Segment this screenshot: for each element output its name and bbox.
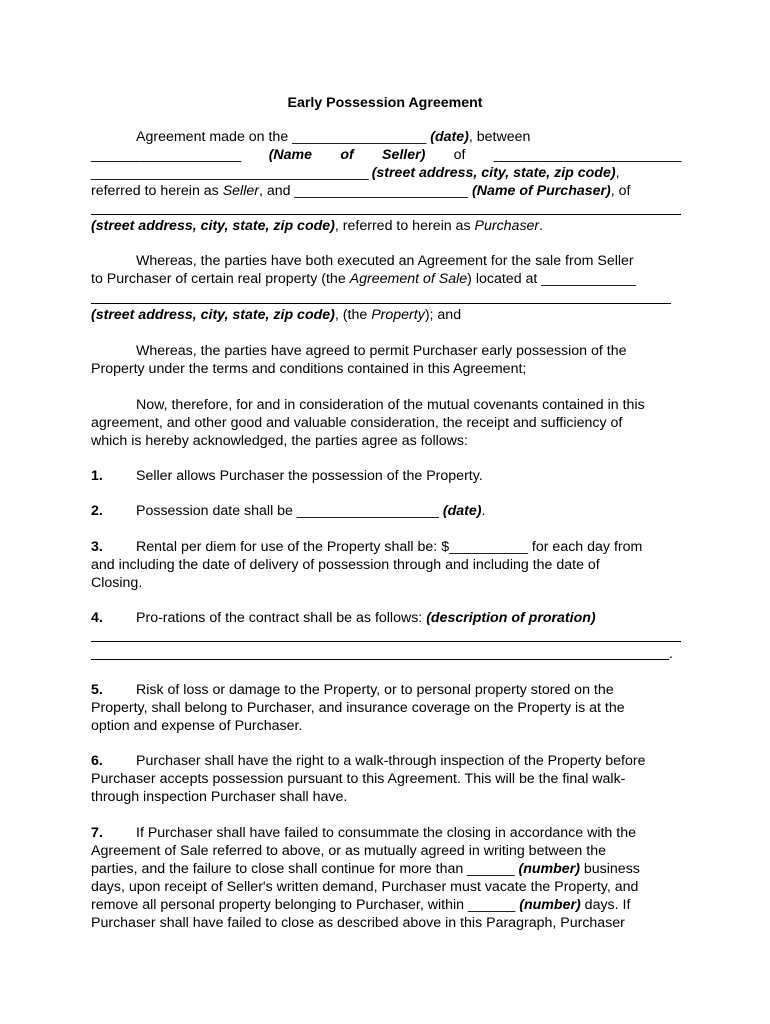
- item-7-line-3: [91, 860, 681, 878]
- item-2-text: [136, 502, 681, 520]
- therefore-line-3: which is hereby acknowledged, the parties agree as follows:: [91, 433, 468, 449]
- item-4-line-1: [136, 609, 681, 627]
- item-3-line-1: Rental per diem for use of the Property shall be: $__________ for each day from: [136, 539, 643, 555]
- address-placeholder: (street address, city, state, zip code): [91, 307, 335, 323]
- text: remove all personal property belonging to Purchaser, within ______: [91, 897, 520, 913]
- item-number: 4.: [91, 610, 103, 626]
- text: .: [481, 503, 486, 519]
- text: , of: [610, 183, 631, 199]
- text: ); and: [424, 307, 462, 323]
- item-7-line-6: Purchaser shall have failed to close as described above in this Paragraph, Purchaser: [91, 915, 625, 931]
- blank: _________________________: [493, 147, 681, 163]
- item-1-text: Seller allows Purchaser the possession of the Property.: [136, 468, 483, 484]
- item-3-line-2: and including the date of delivery of possession through and including the date of: [91, 557, 600, 573]
- blank-rule: [91, 303, 671, 304]
- seller-name-placeholder: (Name of Seller): [268, 147, 426, 163]
- agreement-date-line: [136, 128, 681, 146]
- text: .: [539, 218, 544, 234]
- seller-name-line: [91, 146, 681, 164]
- seller-term: Seller: [222, 183, 259, 199]
- text: referred to herein as: [91, 183, 223, 199]
- date-placeholder: (date): [442, 503, 482, 519]
- text: to Purchaser of certain real property (the: [91, 271, 350, 287]
- blank: _____________________________________: [91, 165, 372, 181]
- number-placeholder: (number): [519, 897, 581, 913]
- text: ) located at ____________: [467, 271, 636, 287]
- agreement-of-sale-term: Agreement of Sale: [349, 271, 468, 287]
- seller-address-line: [91, 164, 681, 182]
- text: Possession date shall be __________________: [136, 503, 443, 519]
- blank: ____________________: [91, 147, 269, 163]
- item-number: 2.: [91, 503, 103, 519]
- item-6-line-1: Purchaser shall have the right to a walk-through inspection of the Property before: [136, 753, 646, 769]
- item-3-line-3: Closing.: [91, 575, 143, 591]
- property-term: Property: [371, 307, 425, 323]
- document-title: Early Possession Agreement: [287, 95, 483, 111]
- blank-rule: [91, 659, 669, 660]
- therefore-line-2: agreement, and other good and valuable consideration, the receipt and sufficiency of: [91, 415, 623, 431]
- item-number: 7.: [91, 825, 103, 841]
- proration-placeholder: (description of proration): [426, 610, 596, 626]
- purchaser-term: Purchaser: [474, 218, 540, 234]
- blank-rule: [91, 214, 681, 215]
- address-placeholder: (street address, city, state, zip code): [91, 218, 335, 234]
- item-number: 5.: [91, 682, 103, 698]
- text: , (the: [334, 307, 372, 323]
- text: , between: [468, 129, 531, 145]
- item-5-line-1: Risk of loss or damage to the Property, or to personal property stored on the: [136, 682, 614, 698]
- item-number: 6.: [91, 753, 103, 769]
- text: , referred to herein as: [334, 218, 475, 234]
- item-7-line-2: Agreement of Sale referred to above, or as mutually agreed in writing between the: [91, 843, 606, 859]
- item-number: 1.: [91, 468, 103, 484]
- purchaser-name-placeholder: (Name of Purchaser): [472, 183, 611, 199]
- line-end-period: .: [669, 646, 673, 662]
- address-placeholder: (street address, city, state, zip code): [371, 165, 616, 181]
- text: days. If: [580, 897, 631, 913]
- date-placeholder: (date): [430, 129, 469, 145]
- text: ,: [615, 165, 620, 181]
- item-7-line-4: days, upon receipt of Seller's written demand, Purchaser must vacate the Property, and: [91, 879, 639, 895]
- item-7-line-1: If Purchaser shall have failed to consummate the closing in accordance with the: [136, 825, 636, 841]
- number-placeholder: (number): [518, 861, 580, 877]
- purchaser-name-line: [91, 182, 681, 200]
- item-number: 3.: [91, 539, 103, 555]
- blank-rule: [91, 641, 681, 642]
- text: Pro-rations of the contract shall be as follows:: [136, 610, 427, 626]
- whereas-1-line-1: Whereas, the parties have both executed an Agreement for the sale from Seller: [136, 253, 634, 269]
- property-address-line: [91, 306, 681, 324]
- whereas-2-line-2: Property under the terms and conditions contained in this Agreement;: [91, 361, 527, 377]
- item-6-line-2: Purchaser accepts possession pursuant to this Agreement. This will be the final walk-: [91, 771, 626, 787]
- therefore-line-1: Now, therefore, for and in consideration of the mutual covenants contained in this: [136, 397, 645, 413]
- whereas-1-line-2: [91, 270, 681, 288]
- item-6-line-3: through inspection Purchaser shall have.: [91, 789, 348, 805]
- text: , and ______________________: [258, 183, 473, 199]
- item-5-line-2: Property, shall belong to Purchaser, and insurance coverage on the Property is at the: [91, 700, 625, 716]
- item-5-line-3: option and expense of Purchaser.: [91, 718, 303, 734]
- text: business: [579, 861, 640, 877]
- text: of: [425, 147, 494, 163]
- item-7-line-5: [91, 896, 681, 914]
- text: Agreement made on the _________________: [136, 129, 431, 145]
- text: parties, and the failure to close shall continue for more than ______: [91, 861, 519, 877]
- whereas-2-line-1: Whereas, the parties have agreed to permit Purchaser early possession of the: [136, 343, 627, 359]
- purchaser-address-line: [91, 217, 681, 235]
